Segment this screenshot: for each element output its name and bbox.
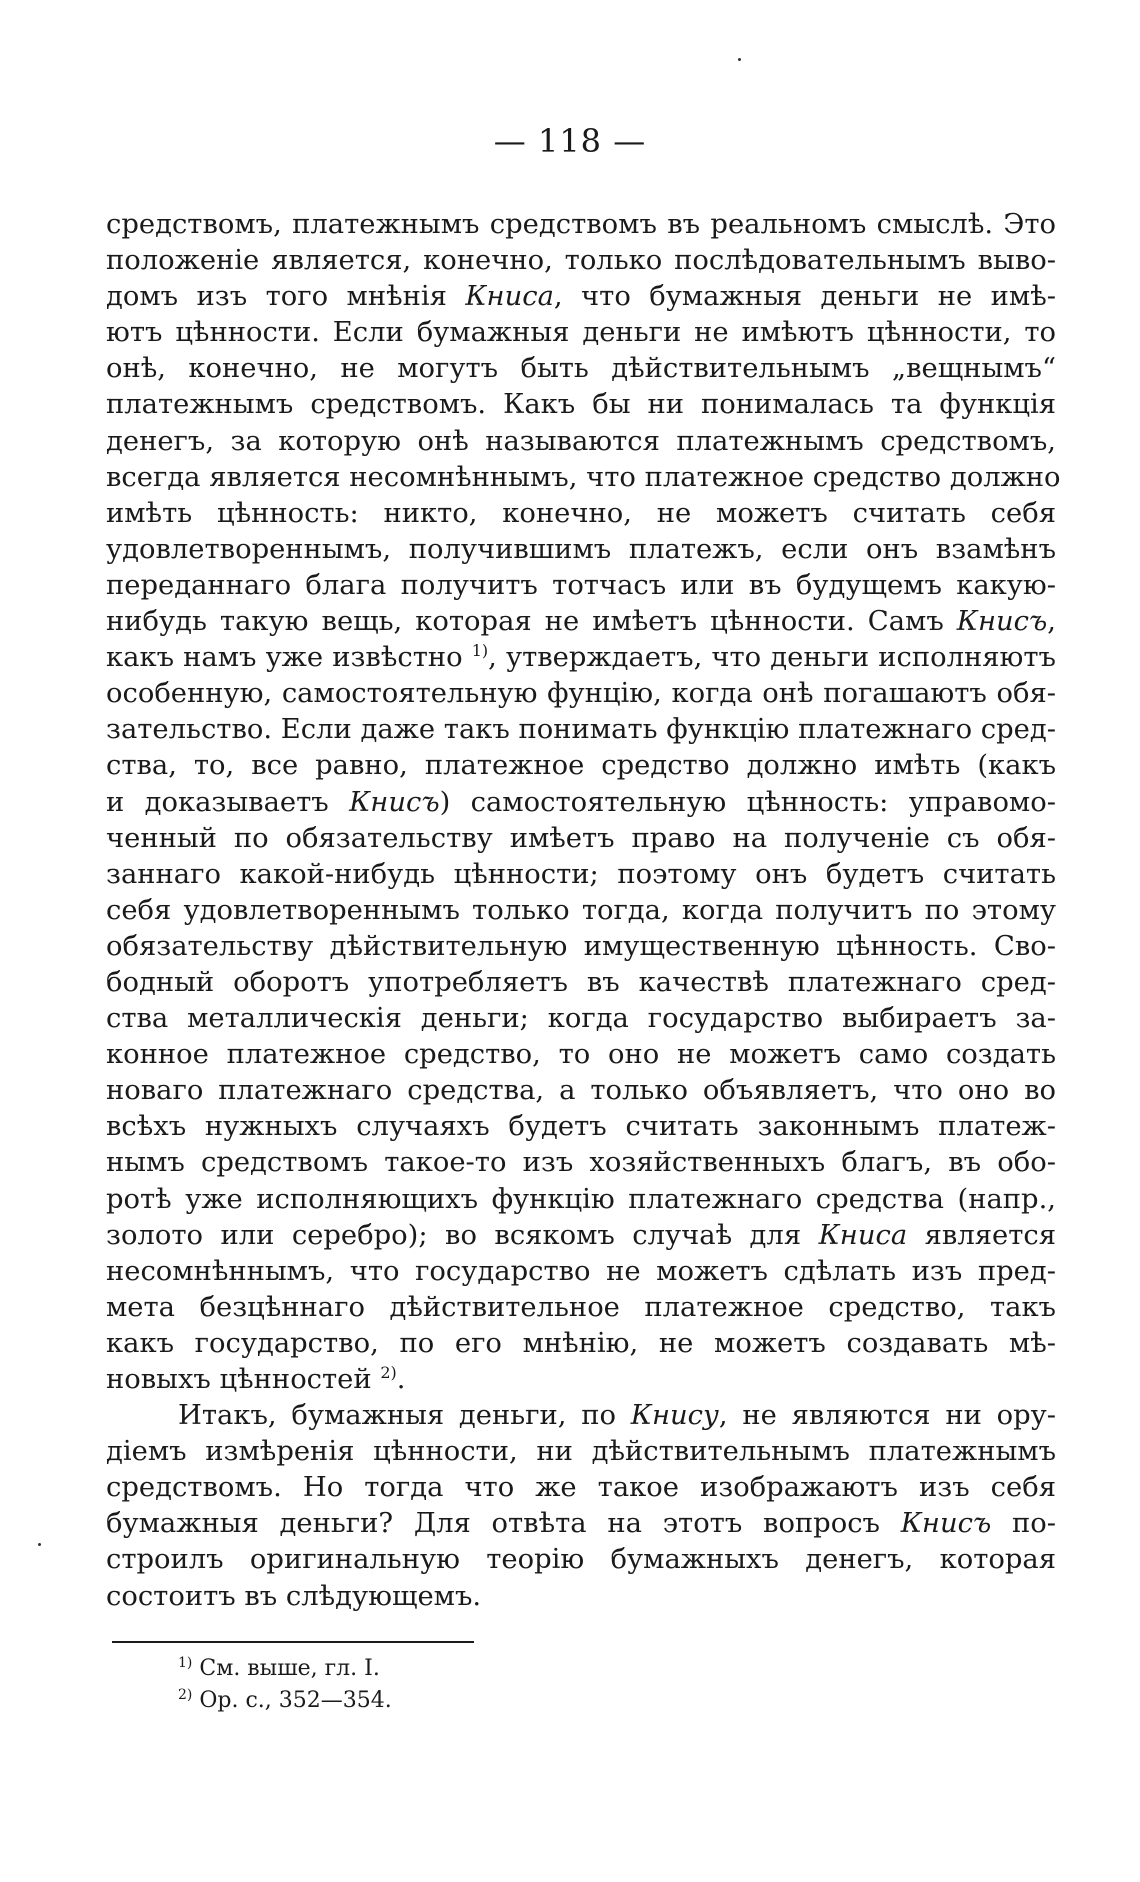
- text-run: несомнѣннымъ, что государство не можетъ сдѣлать изъ пред-: [106, 1255, 1056, 1287]
- print-speck: [738, 58, 741, 61]
- text-run: особенную, самостоятельную фунцію, когда онѣ погашаютъ обя-: [106, 678, 1056, 710]
- text-line: [106, 1145, 1056, 1181]
- text-run: , что бумажныя деньги не имѣ-: [553, 281, 1056, 313]
- text-run: онѣ, конечно, не могутъ быть дѣйствительнымъ „вещнымъ“: [106, 353, 1056, 385]
- text-line: [106, 1290, 1056, 1326]
- footnote-text: Op. c., 352—354.: [192, 1688, 392, 1713]
- text-run: всегда является несомнѣннымъ, что платежное средство должно: [106, 461, 1061, 493]
- text-line: [106, 1506, 1056, 1542]
- text-line: [106, 387, 1056, 423]
- text-run: , утверждаетъ, что деньги исполняютъ: [488, 642, 1056, 674]
- text-run: средствомъ. Но тогда что же такое изображаютъ изъ себя: [106, 1472, 1056, 1504]
- text-line: [106, 568, 1056, 604]
- text-run: діемъ измѣренія цѣнности, ни дѣйствительнымъ платежнымъ: [106, 1436, 1056, 1468]
- text-run: , не являются ни ору-: [718, 1400, 1056, 1432]
- footnote-text: См. выше, гл. I.: [192, 1656, 380, 1681]
- text-line: [106, 604, 1056, 640]
- text-run: положеніе является, конечно, только послѣдовательнымъ выво-: [106, 245, 1056, 277]
- text-line: [106, 1073, 1056, 1109]
- text-run: средствомъ, платежнымъ средствомъ въ реальномъ смыслѣ. Это: [106, 209, 1056, 240]
- text-line: [106, 1434, 1056, 1470]
- text-line: [106, 532, 1056, 568]
- text-run: новыхъ цѣнностей: [106, 1364, 381, 1395]
- text-line: [106, 929, 1056, 965]
- text-run: удовлетвореннымъ, получившимъ платежъ, если онъ взамѣнъ: [106, 533, 1056, 565]
- text-line: [106, 1470, 1056, 1506]
- text-run: всѣхъ нужныхъ случаяхъ будетъ считать законнымъ платеж-: [106, 1111, 1056, 1143]
- italic-name: Книсъ: [900, 1508, 992, 1540]
- text-line: [106, 748, 1056, 784]
- text-line: [106, 496, 1056, 532]
- text-run: ,: [1047, 606, 1056, 638]
- text-line: [106, 1037, 1056, 1073]
- text-run: является: [907, 1219, 1056, 1251]
- text-line: [106, 640, 1056, 676]
- text-line: [106, 676, 1056, 712]
- text-run: состоитъ въ слѣдующемъ.: [106, 1580, 482, 1612]
- text-line: [106, 1398, 1056, 1434]
- text-run: ютъ цѣнности. Если бумажныя деньги не имѣютъ цѣнности, то: [106, 317, 1056, 349]
- italic-name: Книса: [818, 1219, 908, 1251]
- text-line: [106, 785, 1056, 821]
- footnote-mark: 2): [178, 1687, 193, 1703]
- text-line: [106, 1326, 1056, 1362]
- text-run: по-: [991, 1508, 1056, 1540]
- text-run: золото или серебро); во всякомъ случаѣ для: [106, 1219, 819, 1251]
- footnote-2: [178, 1687, 392, 1715]
- text-run: Итакъ, бумажныя деньги, по: [178, 1400, 631, 1432]
- page-number: — 118 —: [493, 122, 647, 160]
- text-line: [106, 351, 1056, 387]
- text-run: ства, то, все равно, платежное средство должно имѣть (какъ: [106, 750, 1056, 782]
- text-run: имѣть цѣнность: никто, конечно, не можетъ считать себя: [106, 497, 1056, 529]
- text-run: ства металлическія деньги; когда государство выбираетъ за-: [106, 1003, 1056, 1035]
- text-run: себя удовлетвореннымъ только тогда, когда получитъ по этому: [106, 894, 1056, 926]
- text-line: [106, 965, 1056, 1001]
- text-line: [106, 1542, 1056, 1578]
- text-line: [106, 1362, 1056, 1398]
- text-run: переданнаго блага получитъ тотчасъ или въ будущемъ какую-: [106, 569, 1056, 601]
- footnote-mark: 1): [178, 1655, 193, 1671]
- text-line: [106, 712, 1056, 748]
- text-run: строилъ оригинальную теорію бумажныхъ денегъ, которая: [106, 1544, 1056, 1576]
- text-line: [106, 1254, 1056, 1290]
- text-run: обязательству дѣйствительную имущественную цѣнность. Сво-: [106, 930, 1056, 962]
- text-line: [106, 893, 1056, 929]
- text-run: .: [396, 1364, 406, 1395]
- text-run: платежнымъ средствомъ. Какъ бы ни понималась та функція: [106, 389, 1056, 421]
- text-line: [106, 1001, 1056, 1037]
- text-run: ротѣ уже исполняющихъ функцію платежнаго средства (напр.,: [106, 1183, 1056, 1215]
- footnote-separator: [112, 1641, 474, 1643]
- text-run: зательство. Если даже такъ понимать функцію платежнаго сред-: [106, 714, 1056, 746]
- text-line: [106, 1579, 1056, 1615]
- text-run: и доказываетъ: [106, 786, 350, 818]
- text-run: новаго платежнаго средства, а только объявляетъ, что оно во: [106, 1075, 1056, 1107]
- footnote-1: [178, 1655, 380, 1683]
- text-run: конное платежное средство, то оно не можетъ само создать: [106, 1039, 1056, 1071]
- text-line: [106, 315, 1056, 351]
- text-line: [106, 857, 1056, 893]
- text-line: [106, 243, 1056, 279]
- text-run: какъ намъ уже извѣстно: [106, 642, 472, 674]
- text-run: бодный оборотъ употребляетъ въ качествѣ платежнаго сред-: [106, 966, 1056, 998]
- footnote-ref: 1): [471, 641, 489, 661]
- text-run: заннаго какой-нибудь цѣнности; поэтому онъ будетъ считать: [106, 858, 1056, 890]
- text-run: мета безцѣннаго дѣйствительное платежное средство, такъ: [106, 1291, 1056, 1323]
- text-run: нымъ средствомъ такое-то изъ хозяйственныхъ благъ, въ обо-: [106, 1147, 1056, 1179]
- text-run: нибудь такую вещь, которая не имѣетъ цѣнности. Самъ: [106, 606, 957, 638]
- italic-name: Книсъ: [956, 606, 1048, 638]
- footnote-ref: 2): [380, 1363, 397, 1382]
- text-run: ) самостоятельную цѣнность: управомо-: [439, 786, 1056, 818]
- print-speck: [38, 1543, 41, 1546]
- text-line: [106, 279, 1056, 315]
- italic-name: Книсъ: [349, 786, 440, 818]
- body-text: [106, 207, 1061, 1615]
- text-line: [106, 821, 1056, 857]
- italic-name: Книса: [465, 281, 554, 313]
- text-run: домъ изъ того мнѣнія: [106, 281, 466, 313]
- text-line: [106, 1218, 1056, 1254]
- text-run: бумажныя деньги? Для отвѣта на этотъ вопросъ: [106, 1508, 901, 1540]
- text-line: [106, 460, 1061, 496]
- text-run: какъ государство, по его мнѣнію, не можетъ создавать мѣ-: [106, 1327, 1056, 1359]
- text-line: [106, 207, 1056, 243]
- text-run: денегъ, за которую онѣ называются платежнымъ средствомъ,: [106, 425, 1056, 457]
- text-run: ченный по обязательству имѣетъ право на полученіе съ обя-: [106, 822, 1056, 854]
- text-line: [106, 424, 1056, 460]
- text-line: [106, 1109, 1056, 1145]
- italic-name: Кнису: [630, 1400, 719, 1432]
- text-line: [106, 1182, 1056, 1218]
